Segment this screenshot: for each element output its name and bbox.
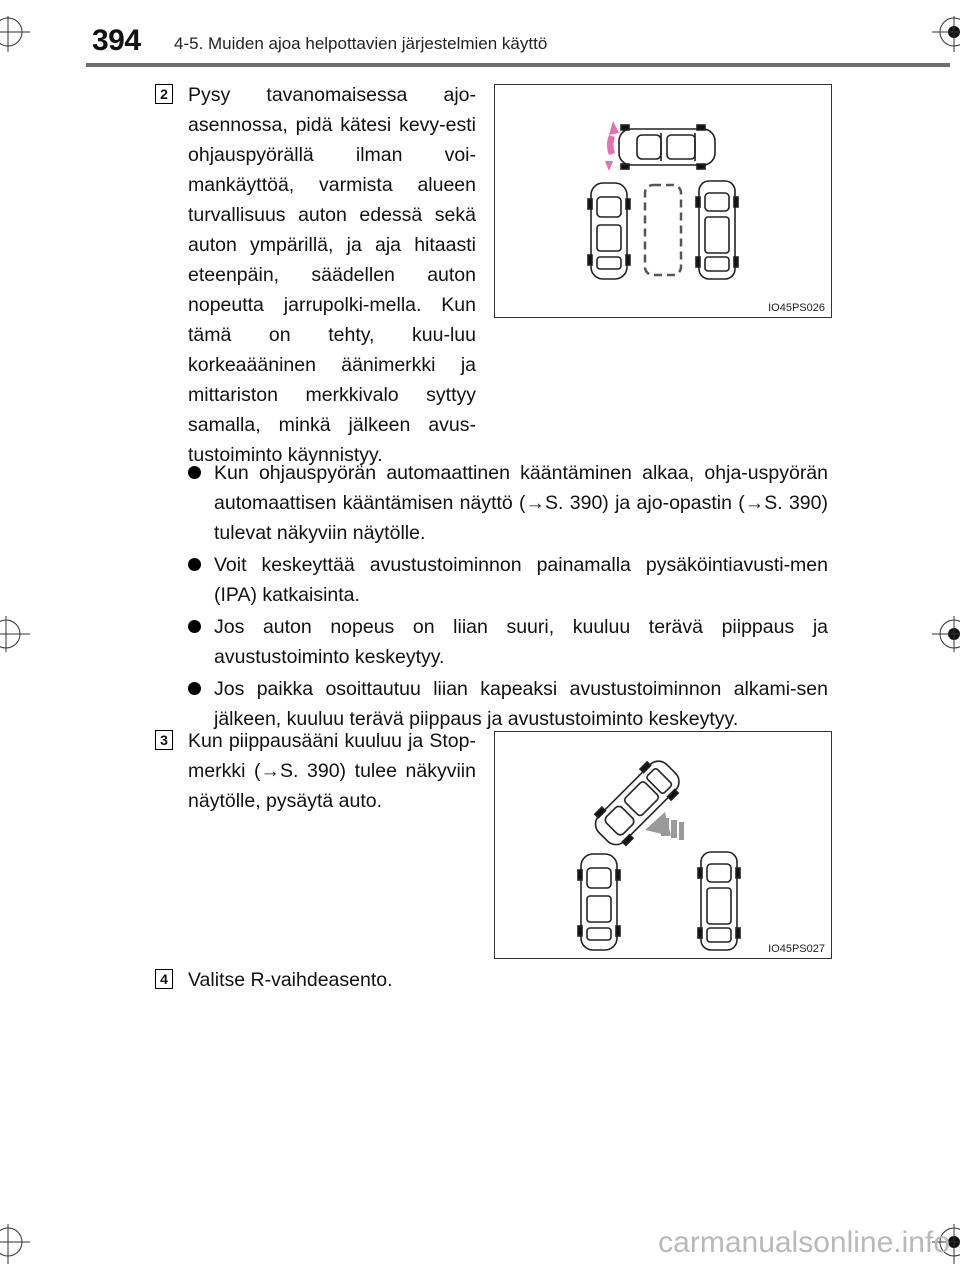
crop-mark-top-left bbox=[0, 16, 40, 56]
maneuvering-car-icon bbox=[619, 125, 715, 169]
step-4-text: Valitse R-vaihdeasento. bbox=[188, 969, 393, 991]
parked-car-right-icon bbox=[696, 181, 738, 279]
bullet-dot-icon bbox=[188, 558, 201, 571]
bullet-item: Kun ohjauspyörän automaattinen kääntäminen alkaa, ohja-uspyörän automaattisen kääntämisen näyttö (→S. 390) ja ajo-opastin (→S. 390) tulevat näkyviin näytölle. bbox=[188, 458, 828, 548]
step-2-text: Pysy tavanomaisessa ajo-asennossa, pidä kätesi kevy-esti ohjauspyörällä ilman voi-mankäyttöä, varmista alueen turvallisuus auton edessä sekä auton ympärillä, ja aja hitaasti eteenpäin, säädellen auton nopeutta jarrupolki-mella. Kun tämä on tehty, kuu-luu korkeaääninen äänimerkki ja mittariston merkkivalo syttyy samalla, minkä jälkeen avus-tustoiminto käynnistyy. bbox=[188, 84, 476, 466]
step-number-2: 2 bbox=[155, 84, 173, 104]
bullet-item: Jos paikka osoittautuu liian kapeaksi avustustoiminnon alkami-sen jälkeen, kuuluu terävä piippaus ja avustustoiminto keskeytyy. bbox=[188, 674, 828, 734]
crop-mark-bottom-left bbox=[0, 1224, 40, 1264]
target-parking-space bbox=[645, 185, 681, 275]
crop-mark-top-right bbox=[920, 16, 960, 56]
figure-code: IO45PS027 bbox=[768, 943, 825, 955]
crop-mark-mid-right bbox=[920, 616, 960, 656]
bullet-dot-icon bbox=[188, 620, 201, 633]
step-3-text: Kun piippausääni kuuluu ja Stop-merkki (→S. 390) tulee näkyviin näytölle, pysäytä auto. bbox=[188, 730, 476, 812]
header-rule bbox=[86, 63, 950, 67]
section-title: 4-5. Muiden ajoa helpottavien järjestelmien käyttö bbox=[174, 34, 548, 53]
bullet-item: Jos auton nopeus on liian suuri, kuuluu terävä piippaus ja avustustoiminto keskeytyy. bbox=[188, 612, 828, 672]
step-number-3: 3 bbox=[155, 730, 173, 750]
crop-mark-mid-left bbox=[0, 616, 40, 656]
parking-illustration-1 bbox=[495, 85, 831, 317]
step-number-4: 4 bbox=[155, 969, 173, 989]
parked-car-left-icon bbox=[588, 183, 630, 279]
figure-step-3 bbox=[494, 731, 832, 959]
page-number: 394 bbox=[92, 24, 141, 57]
parked-car-left-icon bbox=[578, 854, 620, 950]
parking-illustration-2 bbox=[495, 732, 831, 958]
bullet-dot-icon bbox=[188, 682, 201, 695]
figure-step-2 bbox=[494, 84, 832, 318]
bullet-item: Voit keskeyttää avustustoiminnon painamalla pysäköintiavusti-men (IPA) katkaisinta. bbox=[188, 550, 828, 610]
parked-car-right-icon bbox=[698, 852, 740, 950]
bullet-dot-icon bbox=[188, 466, 201, 479]
figure-code: IO45PS026 bbox=[768, 302, 825, 314]
watermark: carmanualsonline.info bbox=[658, 1226, 950, 1259]
motion-arrow-icon bbox=[645, 812, 684, 840]
steering-arrow-icon bbox=[605, 121, 619, 171]
